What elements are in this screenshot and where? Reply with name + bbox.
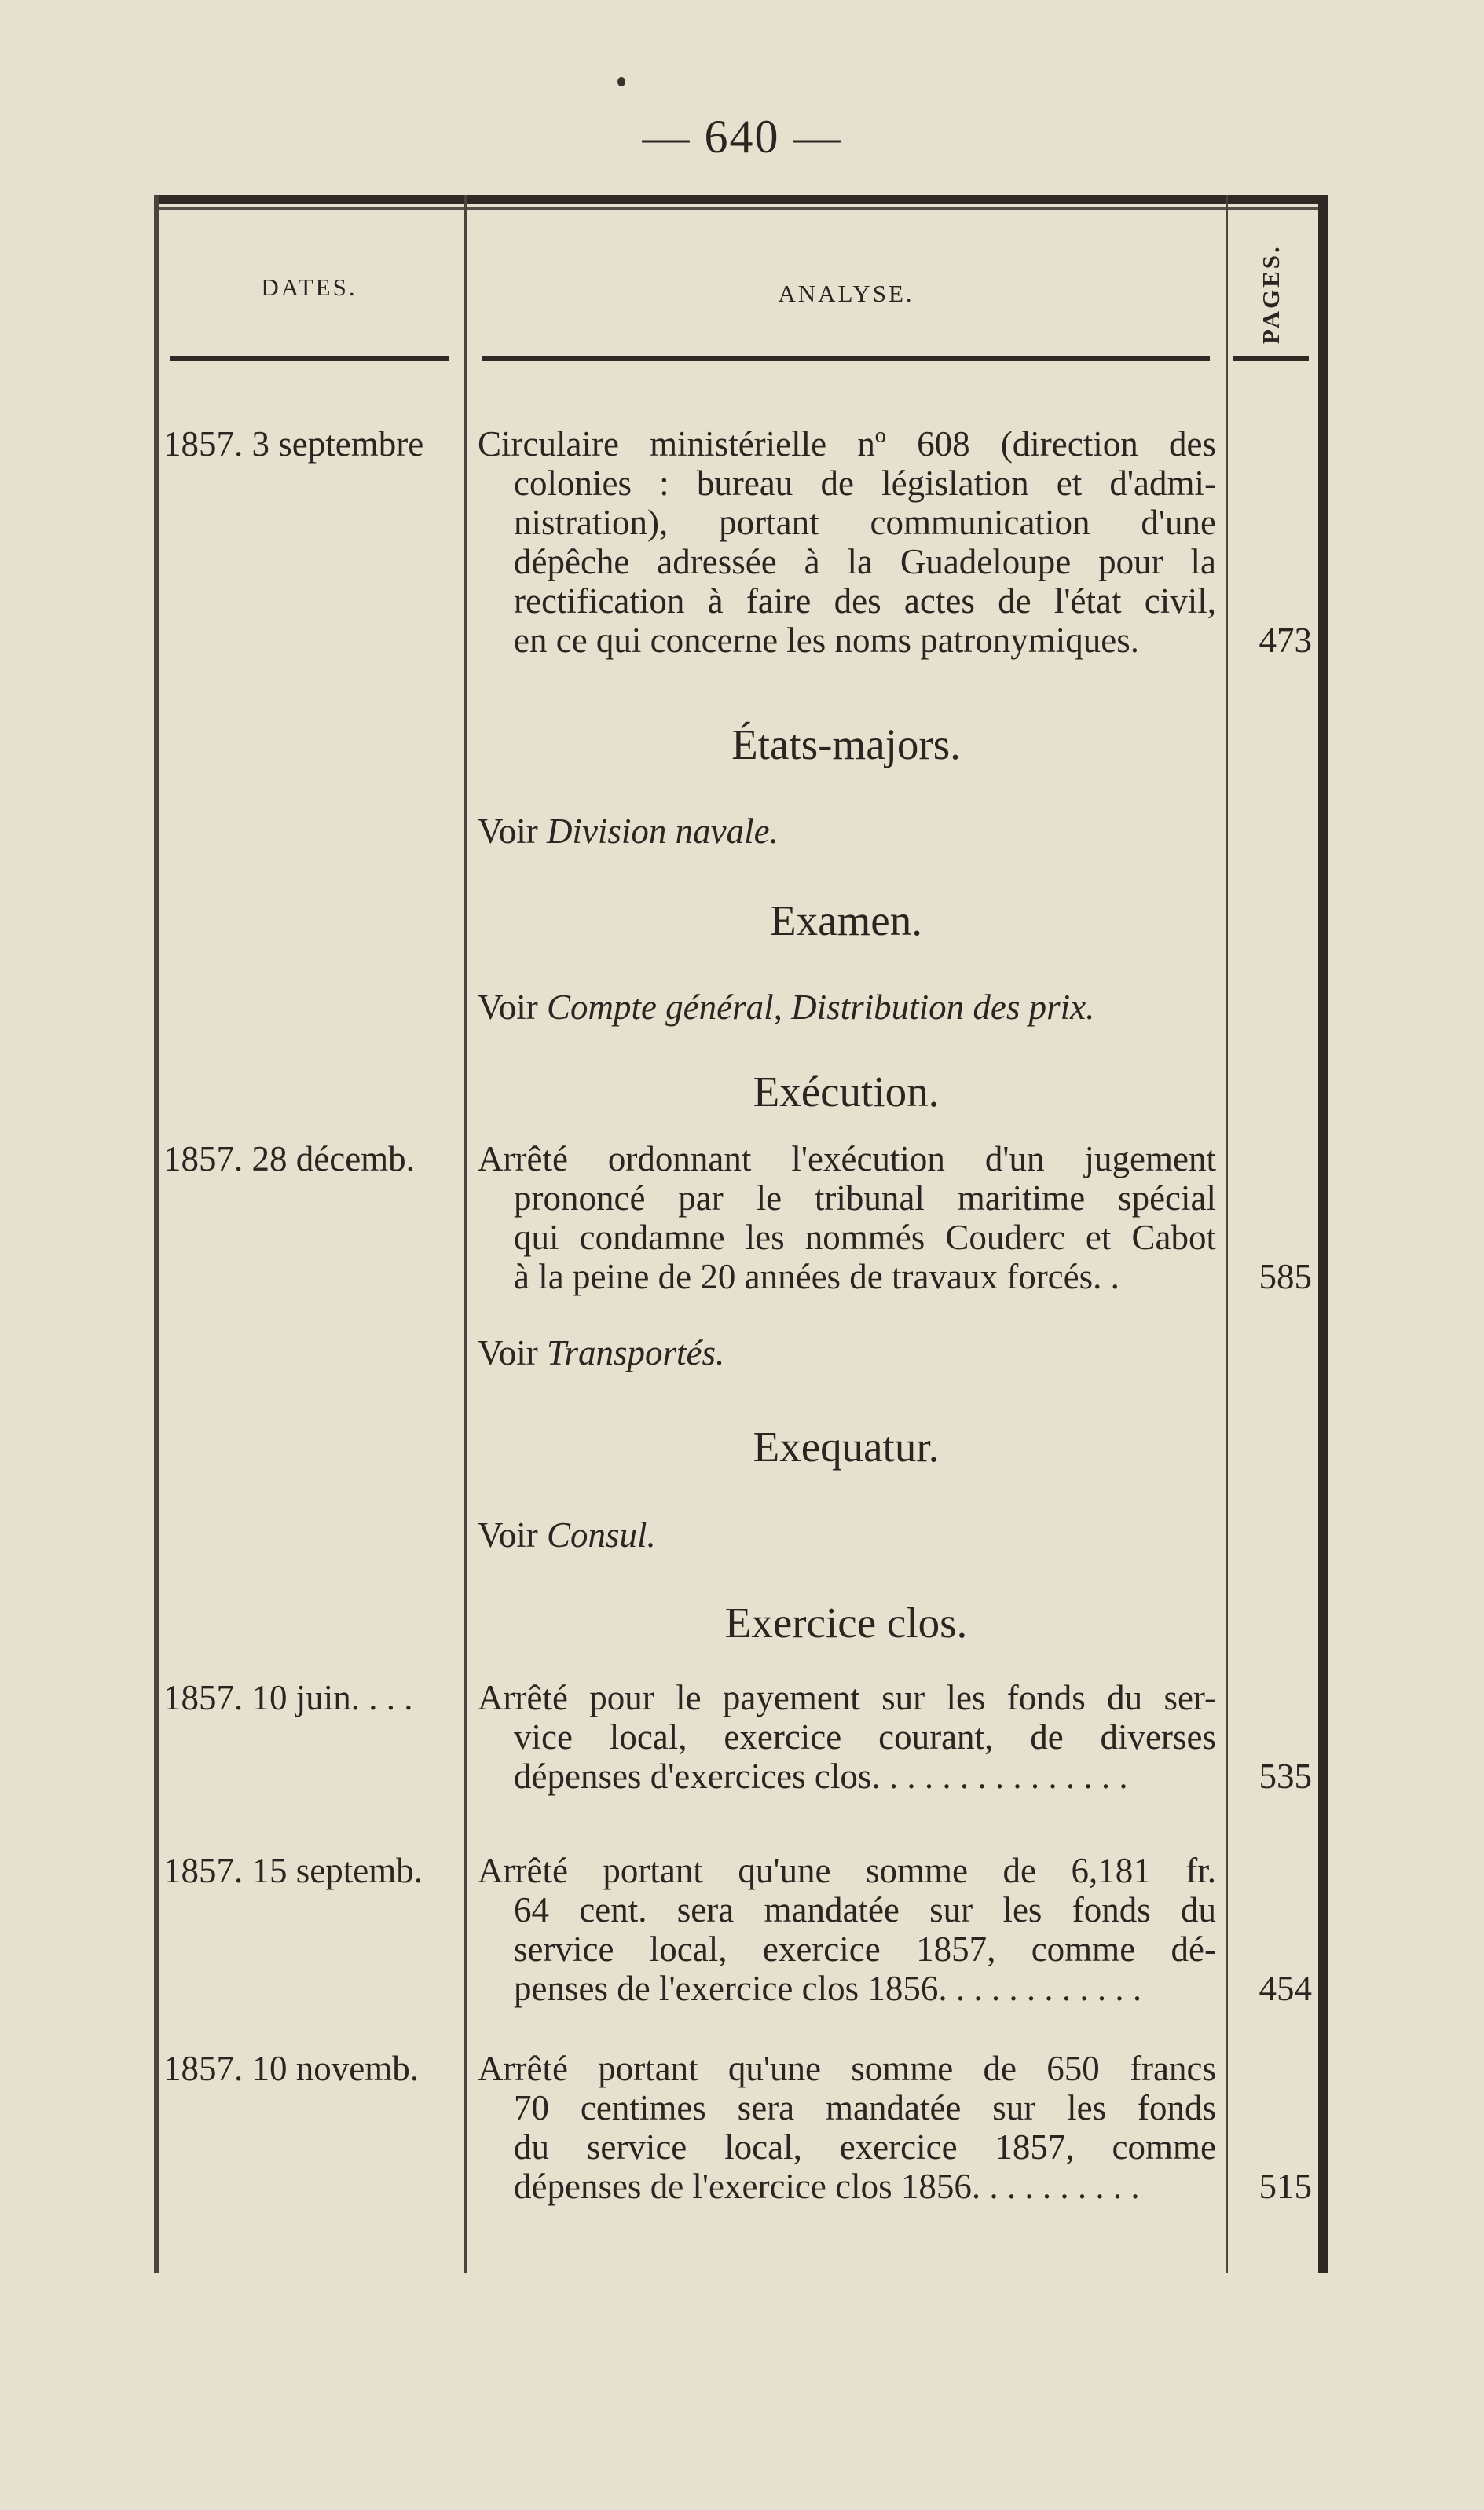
- entry-line: Circulaire ministérielle nº 608 (direction des: [478, 424, 1216, 464]
- header-rule-analyse: [482, 356, 1210, 361]
- header-rule-pages: [1233, 356, 1309, 361]
- heading-etats-majors: États-majors.: [731, 720, 961, 768]
- table-top-rule: [154, 195, 1328, 204]
- heading-exequatur: Exequatur.: [753, 1423, 940, 1471]
- column-rule-left: [154, 195, 159, 2273]
- entry-text: [478, 1139, 1216, 1296]
- header-analyse: ANALYSE.: [778, 280, 914, 307]
- entry-page: 473: [1259, 621, 1312, 660]
- heading-exercice-clos: Exercice clos.: [724, 1599, 968, 1647]
- entry-line: Arrêté pour le payement sur les fonds du ser-: [478, 1678, 1216, 1717]
- entry-text: [478, 1678, 1216, 1796]
- entry-page: 515: [1259, 2167, 1312, 2206]
- voir-reference: Voir Transportés.: [478, 1333, 725, 1372]
- voir-reference: Voir Division navale.: [478, 812, 779, 851]
- entry-line: prononcé par le tribunal maritime spécial: [514, 1178, 1216, 1218]
- heading-execution: Exécution.: [753, 1068, 940, 1116]
- voir-reference: Voir Consul.: [478, 1515, 656, 1555]
- entry-page: 454: [1259, 1969, 1312, 2008]
- entry-line: service local, exercice 1857, comme dé-: [514, 1929, 1216, 1969]
- entry-line: qui condamne les nommés Couderc et Cabot: [514, 1218, 1216, 1257]
- page-number: — 640 —: [642, 111, 842, 163]
- entry-line: 70 centimes sera mandatée sur les fonds: [514, 2088, 1216, 2127]
- entry-date: 1857. 10 juin. . . .: [163, 1678, 413, 1717]
- index-table: [154, 195, 1328, 2273]
- entry-line: colonies : bureau de législation et d'admi-: [514, 464, 1216, 503]
- entry-line: dépenses de l'exercice clos 1856. . . . . . . . . .: [514, 2167, 1140, 2206]
- ink-dot: [617, 77, 625, 86]
- entry-line: 64 cent. sera mandatée sur les fonds du: [514, 1890, 1216, 1929]
- voir-reference: Voir Compte général, Distribution des prix.: [478, 988, 1095, 1027]
- entry-line: Arrêté portant qu'une somme de 6,181 fr.: [478, 1851, 1216, 1890]
- entry-line: penses de l'exercice clos 1856. . . . . . . . . . . .: [514, 1969, 1142, 2008]
- heading-examen: Examen.: [770, 896, 922, 944]
- entry-line: dépêche adressée à la Guadeloupe pour la: [514, 542, 1216, 581]
- header-rule-dates: [170, 356, 449, 361]
- entry-line: vice local, exercice courant, de diverses: [514, 1717, 1216, 1757]
- entry-text: [478, 2049, 1216, 2206]
- entry-date: 1857. 10 novemb.: [163, 2049, 419, 2088]
- entry-text: [478, 424, 1216, 660]
- entry-page: 585: [1259, 1257, 1312, 1296]
- entry-date: 1857. 15 septemb.: [163, 1851, 423, 1890]
- entry-line: Arrêté ordonnant l'exécution d'un jugement: [478, 1139, 1216, 1178]
- entry-line: nistration), portant communication d'une: [514, 503, 1216, 542]
- header-dates: DATES.: [261, 273, 357, 301]
- entry-line: du service local, exercice 1857, comme: [514, 2127, 1216, 2167]
- entry-line: en ce qui concerne les noms patronymiques.: [514, 621, 1140, 660]
- column-rule-right: [1318, 195, 1328, 2273]
- column-rule-dates: [464, 195, 467, 2273]
- entry-line: Arrêté portant qu'une somme de 650 francs: [478, 2049, 1216, 2088]
- entry-date: 1857. 28 décemb.: [163, 1139, 415, 1178]
- entry-page: 535: [1259, 1757, 1312, 1796]
- entry-line: dépenses d'exercices clos. . . . . . . . . . . . . . .: [514, 1757, 1128, 1796]
- entry-line: à la peine de 20 années de travaux forcés. .: [514, 1257, 1119, 1296]
- entry-line: rectification à faire des actes de l'état civil,: [514, 581, 1216, 621]
- column-rule-analyse: [1226, 195, 1228, 2273]
- entry-date: 1857. 3 septembre: [163, 424, 424, 464]
- header-pages: PAGES.: [1257, 244, 1284, 344]
- table-top-rule-thin: [154, 207, 1328, 210]
- entry-text: [478, 1851, 1216, 2008]
